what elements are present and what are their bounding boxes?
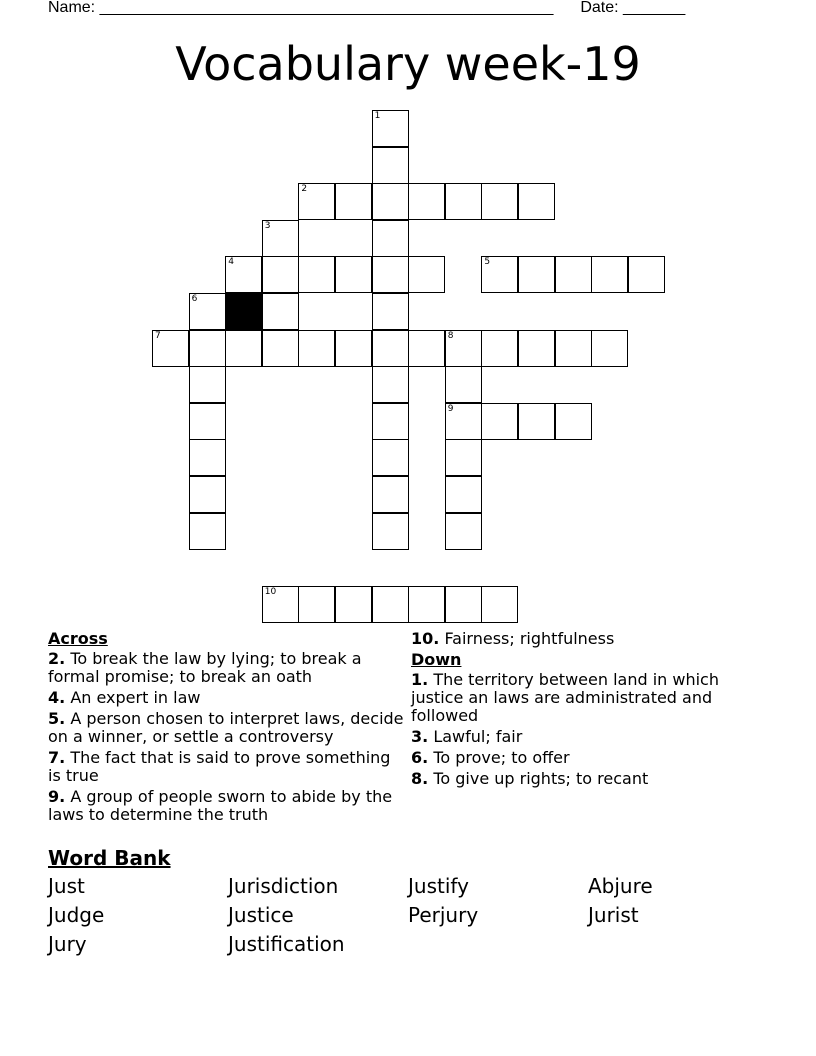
across-clue bbox=[48, 689, 408, 707]
crossword-cell[interactable] bbox=[481, 256, 518, 293]
crossword-cell[interactable] bbox=[628, 256, 665, 293]
crossword-cell[interactable] bbox=[408, 330, 445, 367]
clue-text: To prove; to offer bbox=[433, 748, 570, 767]
crossword-cell[interactable] bbox=[445, 476, 482, 513]
clue-text: An expert in law bbox=[70, 688, 201, 707]
crossword-cell[interactable] bbox=[225, 330, 262, 367]
down-heading: Down bbox=[411, 650, 462, 669]
word-bank-item: Jurist bbox=[588, 903, 639, 927]
clue-number-label: 4 bbox=[228, 257, 234, 268]
clue-number: 8. bbox=[411, 769, 429, 788]
date-line[interactable]: _______ bbox=[623, 0, 686, 16]
clue-number-label: 6 bbox=[191, 294, 198, 304]
crossword-cell[interactable] bbox=[481, 183, 518, 220]
clue-number-label: 8 bbox=[447, 330, 454, 341]
name-label: Name: bbox=[48, 0, 96, 16]
crossword-cell[interactable] bbox=[372, 366, 409, 403]
crossword-cell[interactable] bbox=[591, 330, 628, 367]
clue-number: 1. bbox=[411, 670, 429, 689]
page-title: Vocabulary week-19 bbox=[175, 37, 641, 91]
clue-number-label: 1 bbox=[374, 111, 381, 121]
clue-number: 7. bbox=[48, 748, 66, 767]
clue-text: A person chosen to interpret laws, decide on a winner, or settle a controversy bbox=[48, 709, 404, 746]
crossword-cell[interactable] bbox=[335, 586, 372, 623]
clue-number: 4. bbox=[48, 688, 66, 707]
across-clue bbox=[48, 788, 408, 824]
crossword-cell[interactable] bbox=[152, 330, 189, 367]
clue-number: 9. bbox=[48, 787, 66, 806]
crossword-cell[interactable] bbox=[481, 330, 518, 367]
down-clue bbox=[411, 671, 771, 725]
name-line[interactable]: ___________________________________________________ bbox=[99, 0, 554, 16]
word-bank-item: Abjure bbox=[588, 874, 653, 898]
clue-number: 6. bbox=[411, 748, 429, 767]
crossword-cell[interactable] bbox=[372, 476, 409, 513]
crossword-cell[interactable] bbox=[555, 403, 592, 440]
crossword-cell[interactable] bbox=[262, 586, 299, 623]
across-heading: Across bbox=[48, 629, 108, 648]
clue-number: 2. bbox=[48, 649, 66, 668]
down-clue bbox=[411, 749, 771, 767]
clue-number-label: 3 bbox=[264, 220, 271, 231]
crossword-cell[interactable] bbox=[372, 513, 409, 550]
crossword-cell[interactable] bbox=[372, 403, 409, 440]
crossword-cell[interactable] bbox=[262, 256, 299, 293]
clue-text: To give up rights; to recant bbox=[433, 769, 649, 788]
crossword-cell[interactable] bbox=[335, 256, 372, 293]
crossword-cell[interactable] bbox=[408, 183, 445, 220]
crossword-cell[interactable] bbox=[445, 439, 482, 476]
crossword-cell[interactable] bbox=[262, 330, 299, 367]
crossword-cell[interactable] bbox=[408, 586, 445, 623]
word-bank-item: Jurisdiction bbox=[228, 874, 339, 898]
crossword-cell[interactable] bbox=[372, 439, 409, 476]
crossword-cell[interactable] bbox=[372, 110, 409, 147]
clue-text: Fairness; rightfulness bbox=[444, 629, 615, 648]
date-label: Date: bbox=[580, 0, 619, 16]
word-bank-item: Justify bbox=[408, 874, 469, 898]
clue-text: Lawful; fair bbox=[433, 727, 523, 746]
crossword-cell[interactable] bbox=[372, 256, 409, 293]
clue-number: 10. bbox=[411, 629, 440, 648]
across-clue bbox=[48, 650, 408, 686]
clue-number: 5. bbox=[48, 709, 66, 728]
clue-number-label: 2 bbox=[301, 184, 308, 195]
crossword-cell[interactable] bbox=[555, 330, 592, 367]
crossword-cell[interactable] bbox=[445, 366, 482, 403]
crossword-cell[interactable] bbox=[591, 256, 628, 293]
clue-number-label: 5 bbox=[484, 257, 491, 268]
crossword-cell[interactable] bbox=[189, 439, 226, 476]
crossword-cell[interactable] bbox=[189, 366, 226, 403]
crossword-cell[interactable] bbox=[372, 183, 409, 220]
word-bank-item: Perjury bbox=[408, 903, 479, 927]
crossword-black-cell bbox=[225, 293, 262, 330]
across-clue bbox=[48, 710, 408, 746]
crossword-cell[interactable] bbox=[189, 403, 226, 440]
down-clue bbox=[411, 770, 771, 788]
crossword-cell[interactable] bbox=[481, 403, 518, 440]
clue-text: A group of people sworn to abide by the laws to determine the truth bbox=[48, 787, 393, 824]
crossword-cell[interactable] bbox=[445, 403, 482, 440]
clue-text: The fact that is said to prove something is true bbox=[48, 748, 391, 785]
clues-right-column bbox=[411, 630, 771, 791]
crossword-cell[interactable] bbox=[298, 256, 335, 293]
crossword-cell[interactable] bbox=[518, 183, 555, 220]
crossword-cell[interactable] bbox=[372, 330, 409, 367]
clue-number: 3. bbox=[411, 727, 429, 746]
crossword-cell[interactable] bbox=[555, 256, 592, 293]
crossword-cell[interactable] bbox=[372, 220, 409, 257]
crossword-cell[interactable] bbox=[298, 586, 335, 623]
crossword-cell[interactable] bbox=[189, 476, 226, 513]
crossword-cell[interactable] bbox=[225, 256, 262, 293]
word-bank-item: Justification bbox=[228, 932, 345, 956]
crossword-cell[interactable] bbox=[372, 147, 409, 184]
crossword-cell[interactable] bbox=[335, 330, 372, 367]
crossword-cell[interactable] bbox=[262, 220, 299, 257]
word-bank-item: Jury bbox=[48, 932, 87, 956]
crossword-cell[interactable] bbox=[445, 330, 482, 367]
crossword-cell[interactable] bbox=[189, 330, 226, 367]
clue-number-label: 9 bbox=[447, 403, 454, 414]
word-bank bbox=[48, 873, 768, 957]
across-clue bbox=[48, 749, 408, 785]
word-bank-title: Word Bank bbox=[48, 846, 171, 870]
crossword-cell[interactable] bbox=[372, 293, 409, 330]
crossword-cell[interactable] bbox=[298, 183, 335, 220]
crossword-cell[interactable] bbox=[481, 586, 518, 623]
crossword-cell[interactable] bbox=[445, 586, 482, 623]
crossword-cell[interactable] bbox=[445, 183, 482, 220]
down-clue bbox=[411, 728, 771, 746]
crossword-cell[interactable] bbox=[518, 256, 555, 293]
across-clue bbox=[411, 630, 771, 648]
crossword-cell[interactable] bbox=[262, 293, 299, 330]
word-bank-item: Justice bbox=[228, 903, 294, 927]
crossword-cell[interactable] bbox=[298, 330, 335, 367]
crossword-cell[interactable] bbox=[518, 403, 555, 440]
crossword-cell[interactable] bbox=[335, 183, 372, 220]
crossword-cell[interactable] bbox=[445, 513, 482, 550]
clues-left-column bbox=[48, 630, 408, 827]
clue-text: To break the law by lying; to break a formal promise; to break an oath bbox=[48, 649, 362, 686]
crossword-cell[interactable] bbox=[189, 293, 226, 330]
clue-number-label: 7 bbox=[155, 330, 161, 341]
clue-number-label: 10 bbox=[264, 586, 277, 597]
crossword-cell[interactable] bbox=[189, 513, 226, 550]
crossword-cell[interactable] bbox=[408, 256, 445, 293]
clue-text: The territory between land in which justice an laws are administrated and followed bbox=[411, 670, 719, 725]
word-bank-item: Just bbox=[48, 874, 85, 898]
crossword-cell[interactable] bbox=[372, 586, 409, 623]
word-bank-item: Judge bbox=[48, 903, 105, 927]
crossword-cell[interactable] bbox=[518, 330, 555, 367]
